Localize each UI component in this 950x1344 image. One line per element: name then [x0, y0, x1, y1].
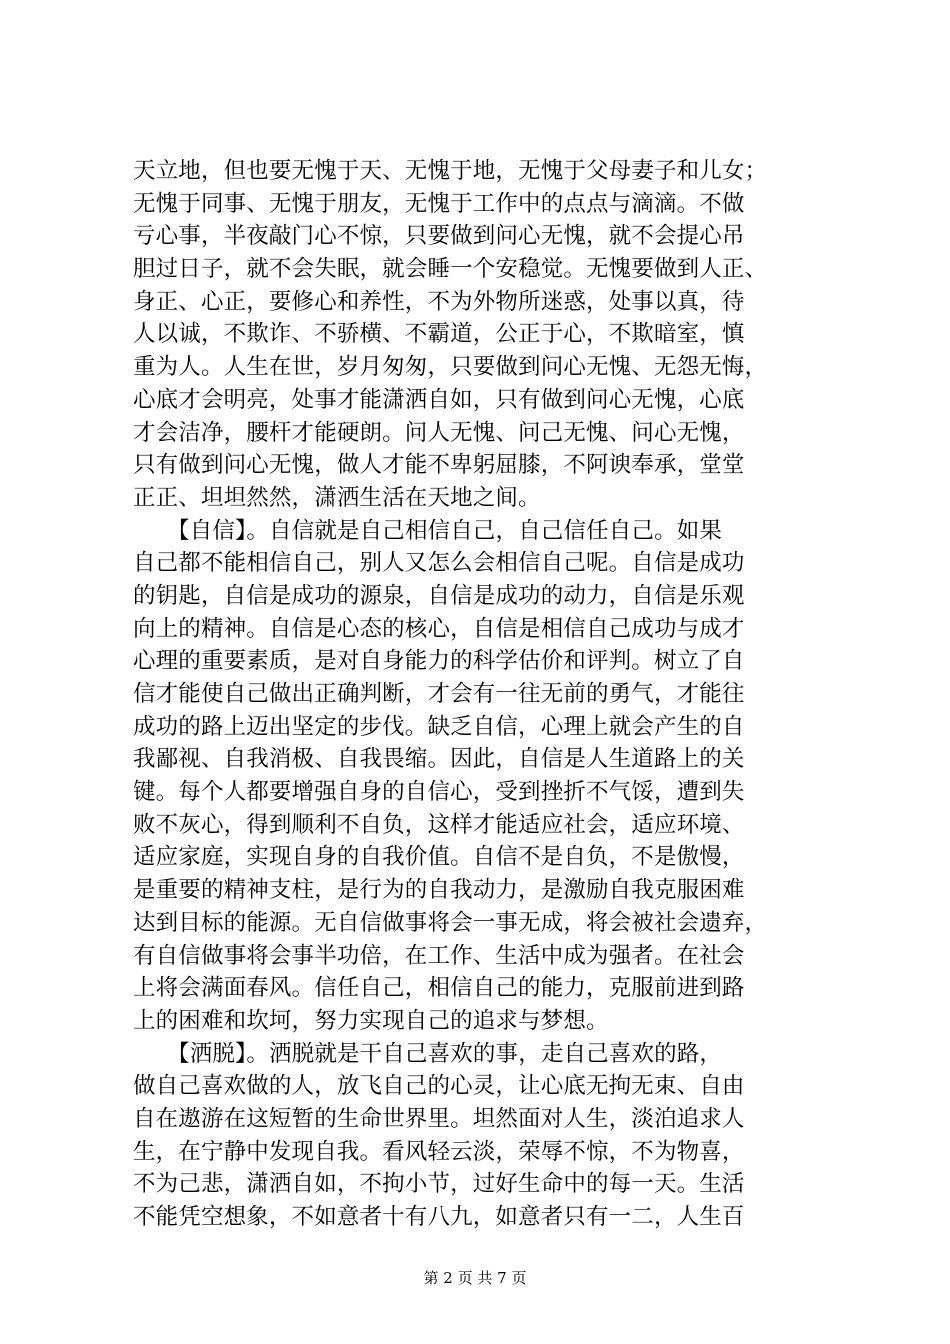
text-line: 【洒脱】。洒脱就是干自己喜欢的事，走自己喜欢的路， [133, 1040, 723, 1067]
text-line: 心理的重要素质，是对自身能力的科学估价和评判。树立了自 [133, 648, 745, 675]
text-line: 做自己喜欢做的人，放飞自己的心灵，让心底无拘无束、自由 [133, 1073, 745, 1100]
text-line: 信才能使自己做出正确判断，才会有一往无前的勇气，才能往 [133, 681, 745, 707]
text-line: 向上的精神。自信是心态的核心，自信是相信自己成功与成才 [133, 615, 745, 642]
text-line: 才会洁净，腰杆才能硬朗。问人无愧、问己无愧、问心无愧， [133, 419, 745, 446]
text-line: 只有做到问心无愧，做人才能不卑躬屈膝，不阿谀奉承，堂堂 [133, 452, 745, 479]
text-line: 自在遨游在这短暂的生命世界里。坦然面对人生，淡泊追求人 [133, 1105, 745, 1132]
page-footer: 第 2 页 共 7 页 [423, 1269, 527, 1287]
text-line: 不能凭空想象，不如意者十有八九，如意者只有一二，人生百 [133, 1204, 745, 1230]
text-line: 我鄙视、自我消极、自我畏缩。因此，自信是人生道路上的关 [133, 746, 745, 773]
text-line: 上的困难和坎坷，努力实现自己的追求与梦想。 [133, 1007, 609, 1034]
text-line: 无愧于同事、无愧于朋友，无愧于工作中的点点与滴滴。不做 [133, 190, 745, 217]
text-line: 不为己悲，潇洒自如，不拘小节，过好生命中的每一天。生活 [133, 1171, 745, 1198]
text-line: 正正、坦坦然然，潇洒生活在天地之间。 [133, 484, 541, 511]
text-line: 达到目标的能源。无自信做事将会一事无成，将会被社会遗弃， [133, 909, 768, 936]
body-text [133, 155, 833, 1234]
text-line: 成功的路上迈出坚定的步伐。缺乏自信，心理上就会产生的自 [133, 713, 745, 740]
text-line: 人以诚，不欺诈、不骄横、不霸道，公正于心，不欺暗室，慎 [133, 321, 745, 348]
text-line: 生，在宁静中发现自我。看风轻云淡，荣辱不惊，不为物喜， [133, 1138, 745, 1165]
text-line: 是重要的精神支柱，是行为的自我动力，是激励自我克服困难 [133, 877, 745, 904]
text-line: 重为人。人生在世，岁月匆匆，只要做到问心无愧、无怨无悔， [133, 354, 768, 381]
text-line: 自己都不能相信自己，别人又怎么会相信自己呢。自信是成功 [133, 550, 745, 577]
text-line: 键。每个人都要增强自身的自信心，受到挫折不气馁，遭到失 [133, 779, 745, 806]
text-line: 有自信做事将会事半功倍，在工作、生活中成为强者。在社会 [133, 942, 745, 969]
text-line: 胆过日子，就不会失眠，就会睡一个安稳觉。无愧要做到人正、 [133, 256, 768, 283]
text-line: 的钥匙，自信是成功的源泉，自信是成功的动力，自信是乐观 [133, 582, 745, 609]
text-line: 败不灰心，得到顺利不自负，这样才能适应社会，适应环境、 [133, 811, 745, 838]
text-line: 身正、心正，要修心和养性，不为外物所迷惑，处事以真，待 [133, 288, 745, 315]
text-line: 适应家庭，实现自身的自我价值。自信不是自负，不是傲慢， [133, 844, 745, 871]
text-line: 亏心事，半夜敲门心不惊，只要做到问心无愧，就不会提心吊 [133, 223, 745, 250]
text-line: 【自信】。自信就是自己相信自己，自己信任自己。如果 [133, 517, 723, 544]
text-line: 心底才会明亮，处事才能潇洒自如，只有做到问心无愧，心底 [133, 386, 745, 413]
text-line: 上将会满面春风。信任自己，相信自己的能力，克服前进到路 [133, 975, 745, 1002]
text-line: 天立地，但也要无愧于天、无愧于地，无愧于父母妻子和儿女； [133, 158, 768, 184]
